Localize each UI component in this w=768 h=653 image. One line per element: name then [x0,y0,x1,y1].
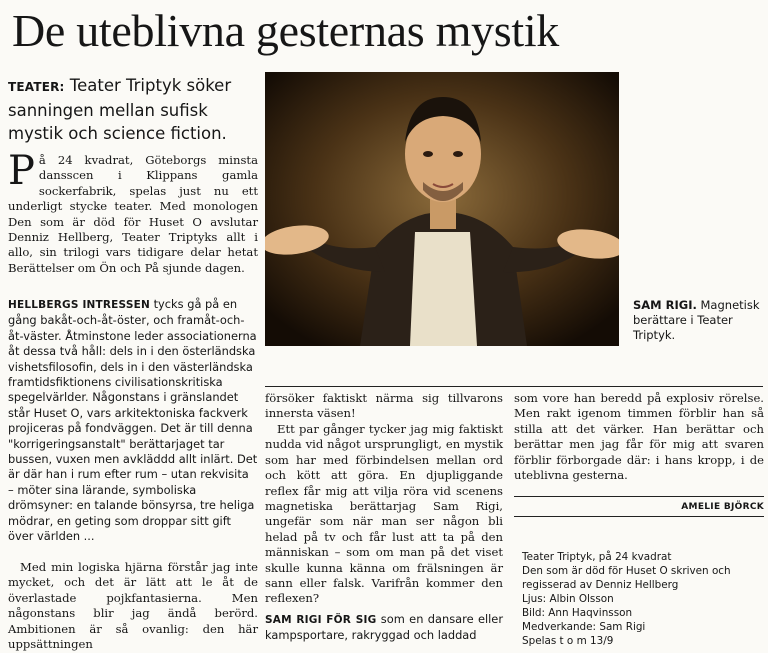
byline: AMELIE BJÖRCK [681,502,764,512]
column-3-paragraph: som vore han beredd på explosiv rörelse. Men rakt igenom timmen förblir han så stilla att det värker. Han berättar och berättar men jag får för mig att svaren förblir förborgade där: i hans kropp, i de uteblivna gesterna. [514,391,764,483]
section-lead: HELLBERGS INTRESSEN [8,299,150,311]
section-hellbergs [8,297,258,545]
caption-name: SAM RIGI. [633,298,697,312]
fact-line: Spelas t o m 13/9 [522,635,614,647]
column-divider [265,386,763,387]
section-lead-2: SAM RIGI FÖR SIG [265,614,377,626]
column-2-paragraph-1: försöker faktiskt närma sig tillvarons innersta väsen! [265,391,503,421]
caption-text: Magnetisk berättare i Teater Triptyk. [633,298,760,342]
fact-line: Medverkande: Sam Rigi [522,621,646,633]
intro-paragraph [8,148,258,276]
fact-line: Teater Triptyk, på 24 kvadrat [522,551,672,563]
performer-photo-illustration [265,72,619,346]
photo-caption [633,298,763,343]
section-text: tycks gå på en gång bakåt-och-åt-öster, och framåt-och-åt-väster. Åtminstone leder associationerna åt dessa två håll: dels in i den österländska vishetsfilosofin, dels in i den västerländska framtidsfiktionens civilisationskritiska spegelvärlder. Någonstans i gränslandet står Huset O, vars arkitektoniska fackverk projiceras på fondväggen. Det är till denna "korrigeringsanstalt" berättarjaget tar bussen, vuxen men avkläddd allt inlärt. Det är där han i rum efter rum – utan rekvisita – möter sina lärande, symboliska drömsyner: en talande bönsyrsa, tre heliga mödrar, en geting som droppar sitt gift över världen ... [8,297,258,544]
fact-line: Den som är död för Huset O skriven och regisserad av Denniz Hellberg [522,565,731,591]
column-2-paragraph-3 [265,612,503,644]
section-paragraph-2: Med min logiska hjärna förstår jag inte mycket, och det är lätt att le åt de överlastade pojkfantasierna. Men någonstans blir jag ändå berörd. Ambitionen är så ovanlig: den här uppsättningen [8,560,258,652]
section-label: TEATER: [8,80,65,94]
ingress-text: Teater Triptyk söker sanningen mellan sufisk mystik och science fiction. [8,76,232,143]
intro-text: å 24 kvadrat, Göteborgs minsta dansscen i Klippans gamla sockerfabrik, spelas just nu ett underligt stycke teater. Med monologen Den som är död för Huset O avslutar Denniz Hellberg, Teater Triptyks allt i allo, sin trilogi vars tidigare delar hetat Berättelser om Ön och På sjunde dagen. [8,153,258,275]
fact-box-rule [514,516,764,517]
section-text-2: som en dansare eller kampsportare, rakryggad och laddad [265,612,504,643]
fact-box [522,550,762,648]
fact-line: Ljus: Albin Olsson [522,593,614,605]
fact-line: Bild: Ann Haqvinsson [522,607,633,619]
column-2-paragraph-2: Ett par gånger tycker jag mig faktiskt nudda vid något ursprungligt, en mystik som har med förbindelsen mellan ord och kött att göra. En djupliggande reflex får mig att vilja röra vid scenens magnetiska berättarjag Sam Rigi, ungefär som när man ser någon bli helad på tv och får lust att ta på den människan – som om man på det viset skulle kunna känna om frälsningen är sann eller falsk. Varifrån kommer den reflexen? [265,422,503,606]
drop-cap: P [8,148,35,194]
article-photo [265,72,619,346]
byline-rule [514,496,764,497]
article-headline: De uteblivna gesternas mystik [12,5,560,56]
article-ingress [8,74,258,145]
